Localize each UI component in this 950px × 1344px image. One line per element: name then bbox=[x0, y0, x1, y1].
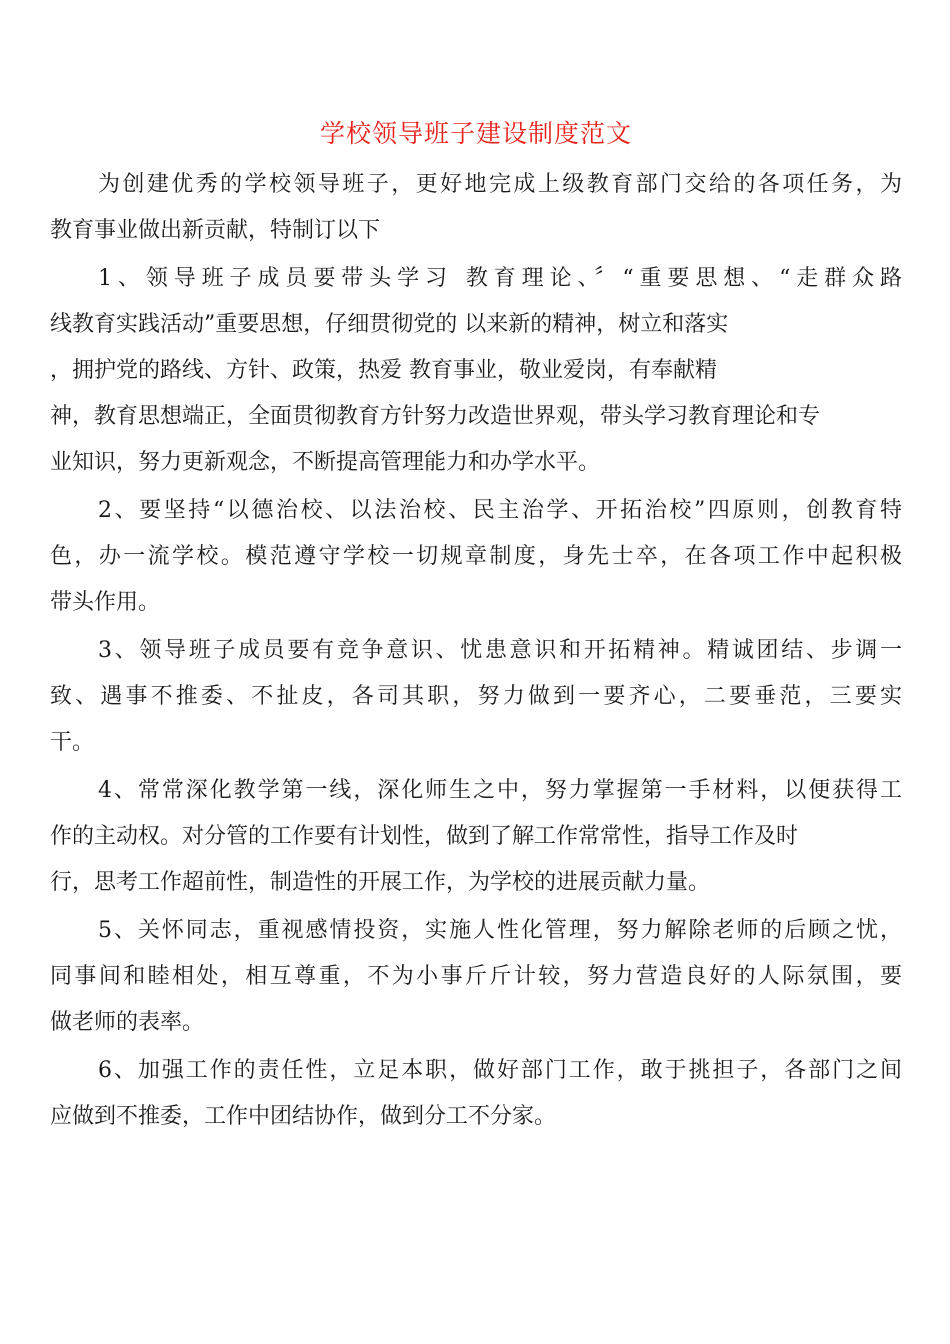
text-line: 3、领导班子成员要有竞争意识、忧患意识和开拓精神。精诚团结、步调一 bbox=[98, 638, 902, 663]
text-line: 致、遇事不推委、不扯皮，各司其职，努力做到一要齐心，二要垂范，三要实 bbox=[50, 684, 902, 709]
text-line: 4、常常深化教学第一线，深化师生之中，努力掌握第一手材料，以便获得工 bbox=[98, 778, 902, 803]
text-line: 干。 bbox=[50, 730, 95, 755]
text-line: ，拥护党的路线、方针、政策，热爱 教育事业，敬业爱岗，有奉献精 bbox=[50, 358, 717, 383]
text-line: 行，思考工作超前性，制造性的开展工作，为学校的进展贡献力量。 bbox=[50, 870, 711, 895]
text-line: 应做到不推委，工作中团结协作，做到分工不分家。 bbox=[50, 1104, 557, 1129]
text-line: 同事间和睦相处，相互尊重，不为小事斤斤计较，努力营造良好的人际氛围，要 bbox=[50, 964, 902, 989]
text-line: 做老师的表率。 bbox=[50, 1010, 205, 1035]
paragraph-item-5 bbox=[50, 908, 902, 1046]
document-page bbox=[50, 112, 902, 1142]
paragraph-item-2 bbox=[50, 488, 902, 626]
paragraph-intro bbox=[50, 162, 902, 254]
text-line: 2、要坚持“以德治校、以法治校、民主治学、开拓治校”四原则，创教育特 bbox=[98, 498, 902, 523]
paragraph-item-4 bbox=[50, 768, 902, 906]
text-line: 线教育实践活动”重要思想，仔细贯彻党的 以来新的精神，树立和落实 bbox=[50, 312, 729, 337]
paragraph-item-6 bbox=[50, 1048, 902, 1140]
text-line: 5、关怀同志，重视感情投资，实施人性化管理，努力解除老师的后顾之忧， bbox=[98, 918, 902, 943]
text-line: 色，办一流学校。模范遵守学校一切规章制度，身先士卒，在各项工作中起积极 bbox=[50, 544, 902, 569]
paragraph-item-3 bbox=[50, 628, 902, 766]
paragraph-item-1 bbox=[50, 256, 902, 486]
text-line: 教育事业做出新贡献，特制订以下 bbox=[50, 218, 381, 243]
text-line: 6、加强工作的责任性，立足本职，做好部门工作，敢于挑担子，各部门之间 bbox=[98, 1058, 902, 1083]
text-line: 神，教育思想端正，全面贯彻教育方针努力改造世界观，带头学习教育理论和专 bbox=[50, 404, 821, 429]
text-line: 作的主动权。对分管的工作要有计划性，做到了解工作常常性，指导工作及时 bbox=[50, 824, 799, 849]
text-line: 为创建优秀的学校领导班子，更好地完成上级教育部门交给的各项任务，为 bbox=[98, 172, 902, 197]
text-line: 业知识，努力更新观念，不断提高管理能力和办学水平。 bbox=[50, 450, 601, 475]
text-line: 1、领导班子成员要带头学习 教育理论、〞“重要思想、“走群众路 bbox=[98, 266, 902, 291]
text-line: 带头作用。 bbox=[50, 590, 161, 615]
document-title: 学校领导班子建设制度范文 bbox=[319, 119, 632, 148]
